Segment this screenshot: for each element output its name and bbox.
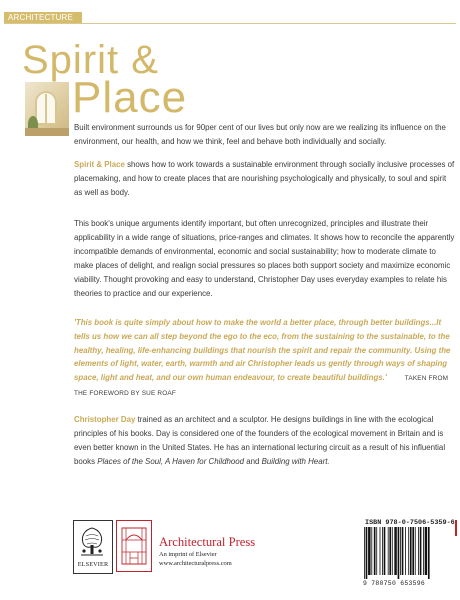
category-label: ARCHITECTURE xyxy=(4,12,82,23)
barcode-digits: 9 780750 653596 xyxy=(363,580,426,587)
author-book-titles: Places of the Soul, A Haven for Childhood xyxy=(97,457,245,466)
foreword-quote xyxy=(74,316,456,401)
publisher-name: Architectural Press xyxy=(159,535,256,549)
window-pane xyxy=(45,94,47,124)
book-title-inline: Spirit & Place xyxy=(74,160,125,169)
elsevier-logo xyxy=(73,520,113,574)
publisher-block xyxy=(159,535,309,568)
arched-window-photo xyxy=(25,82,69,136)
architectural-press-logo-icon xyxy=(116,520,152,572)
elsevier-tree-icon xyxy=(78,524,106,558)
author-bio-text-1: trained as an architect and a sculptor. He designs buildings in line with the ecological principles of his books. Day is considered one of the founders of the ecological movement in Britain and is even better known in the United States. He has an international lecturing circuit as a result of his influential books xyxy=(74,415,446,466)
description-paragraph: This book's unique arguments identify important, but often unrecognized, principles and illustrate their applicability in a wide range of situations, price-ranges and climates. It shows how to reconcile the apparently incompatible demands of environmental, economic and social sustainability; how to moderate climate to make places of delight, and realign social pressures so places both support society and maximize economic viability. Thought provoking and easy to understand, Christopher Day uses everyday examples to relate his theories to practice and our experience. xyxy=(74,219,455,298)
publisher-imprint: An imprint of Elsevier xyxy=(159,551,217,558)
author-bio xyxy=(74,413,456,469)
author-bio-text-2: and xyxy=(244,457,262,466)
summary-text: shows how to work towards a sustainable environment through socially inclusive processes of placemaking, and how to create places that are nourishing psychologically and physically, to soul and spirit as well as body. xyxy=(74,160,455,197)
intro-paragraph: Built environment surrounds us for 90per cent of our lives but only now are we realizing its influence on the environment, our health, and how we think, feel and behave both individually and socially. xyxy=(74,123,446,146)
publisher-url: www.architecturalpress.com xyxy=(159,560,232,567)
summary-paragraph xyxy=(74,158,456,200)
author-book-title-2: Building with Heart. xyxy=(261,457,330,466)
title-line-2: Place xyxy=(72,73,188,122)
floor xyxy=(25,128,69,136)
barcode-icon xyxy=(362,527,450,579)
elsevier-wordmark: ELSEVIER xyxy=(77,561,109,568)
header-rule xyxy=(4,23,456,24)
quote-text: 'This book is quite simply about how to make the world a better place, through better buildings...It tells us how we can all step beyond the ego to the eco, from the sustaining to the sustainable, to the healthy, healing, life-enhancing buildings that nourish the spirit and repair the community. Using the elements of light, water, earth, warmth and air Christopher leads us gently through ways of shaping space, light and heat, and our own human endeavour, to create beautiful buildings.' xyxy=(74,318,451,383)
edge-mark xyxy=(455,520,457,536)
isbn-label: ISBN 978-0-7506-5359-6 xyxy=(365,519,455,527)
quote-attribution: TAKEN FROM THE FOREWORD BY SUE ROAF xyxy=(74,375,449,397)
title-line-1: Spirit & xyxy=(22,38,159,82)
author-name: Christopher Day xyxy=(74,415,136,424)
